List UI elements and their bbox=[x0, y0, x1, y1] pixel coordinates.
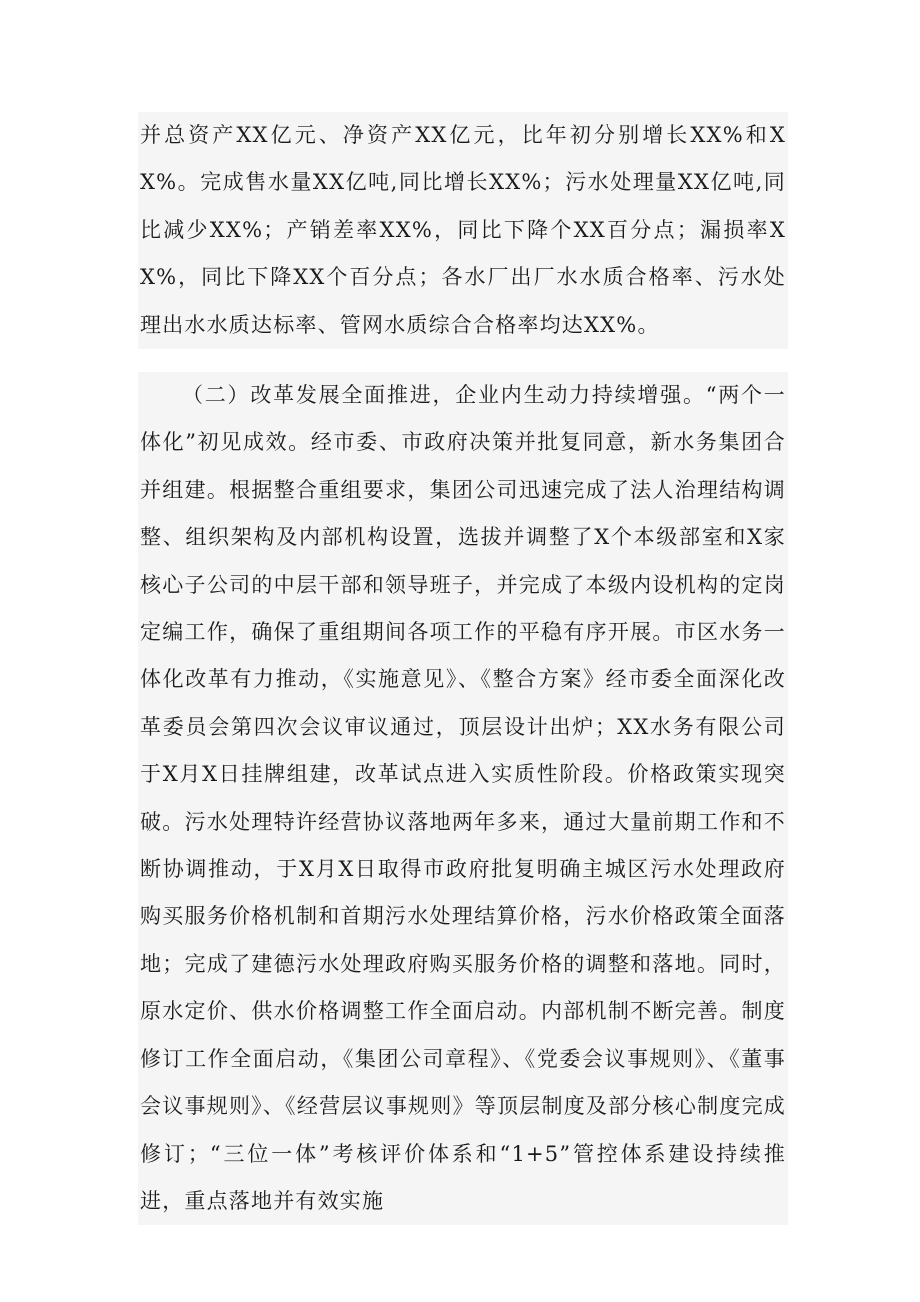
paragraph-1: 并总资产XX亿元、净资产XX亿元，比年初分别增长XX%和XX%。完成售水量XX亿吨,同比增长XX%；污水处理量XX亿吨,同比减少XX%；产销差率XX%，同比下降个XX百分点；漏损率XX%，同比下降XX个百分点；各水厂出厂水水质合格率、污水处理出水水质达标率、管网水质综合合格率均达XX%。 bbox=[140, 123, 786, 337]
paragraph-block-2 bbox=[138, 372, 788, 1225]
paragraph-2: （二）改革发展全面推进，企业内生动力持续增强。“两个一体化”初见成效。经市委、市政府决策并批复同意，新水务集团合并组建。根据整合重组要求，集团公司迅速完成了法人治理结构调整、组织架构及内部机构设置，选拔并调整了X个本级部室和X家核心子公司的中层干部和领导班子，并完成了本级内设机构的定岗定编工作，确保了重组期间各项工作的平稳有序开展。市区水务一体化改革有力推动，《实施意见》、《整合方案》经市委全面深化改革委员会第四次会议审议通过，顶层设计出炉；XX水务有限公司于X月X日挂牌组建，改革试点进入实质性阶段。价格政策实现突破。污水处理特许经营协议落地两年多来，通过大量前期工作和不断协调推动，于X月X日取得市政府批复明确主城区污水处理政府购买服务价格机制和首期污水处理结算价格，污水价格政策全面落地；完成了建德污水处理政府购买服务价格的调整和落地。同时，原水定价、供水价格调整工作全面启动。内部机制不断完善。制度修订工作全面启动，《集团公司章程》、《党委会议事规则》、《董事会议事规则》、《经营层议事规则》等顶层制度及部分核心制度完成修订；“三位一体”考核评价体系和“1+5”管控体系建设持续推进，重点落地并有效实施 bbox=[140, 383, 786, 1213]
paragraph-block-1 bbox=[138, 112, 788, 349]
